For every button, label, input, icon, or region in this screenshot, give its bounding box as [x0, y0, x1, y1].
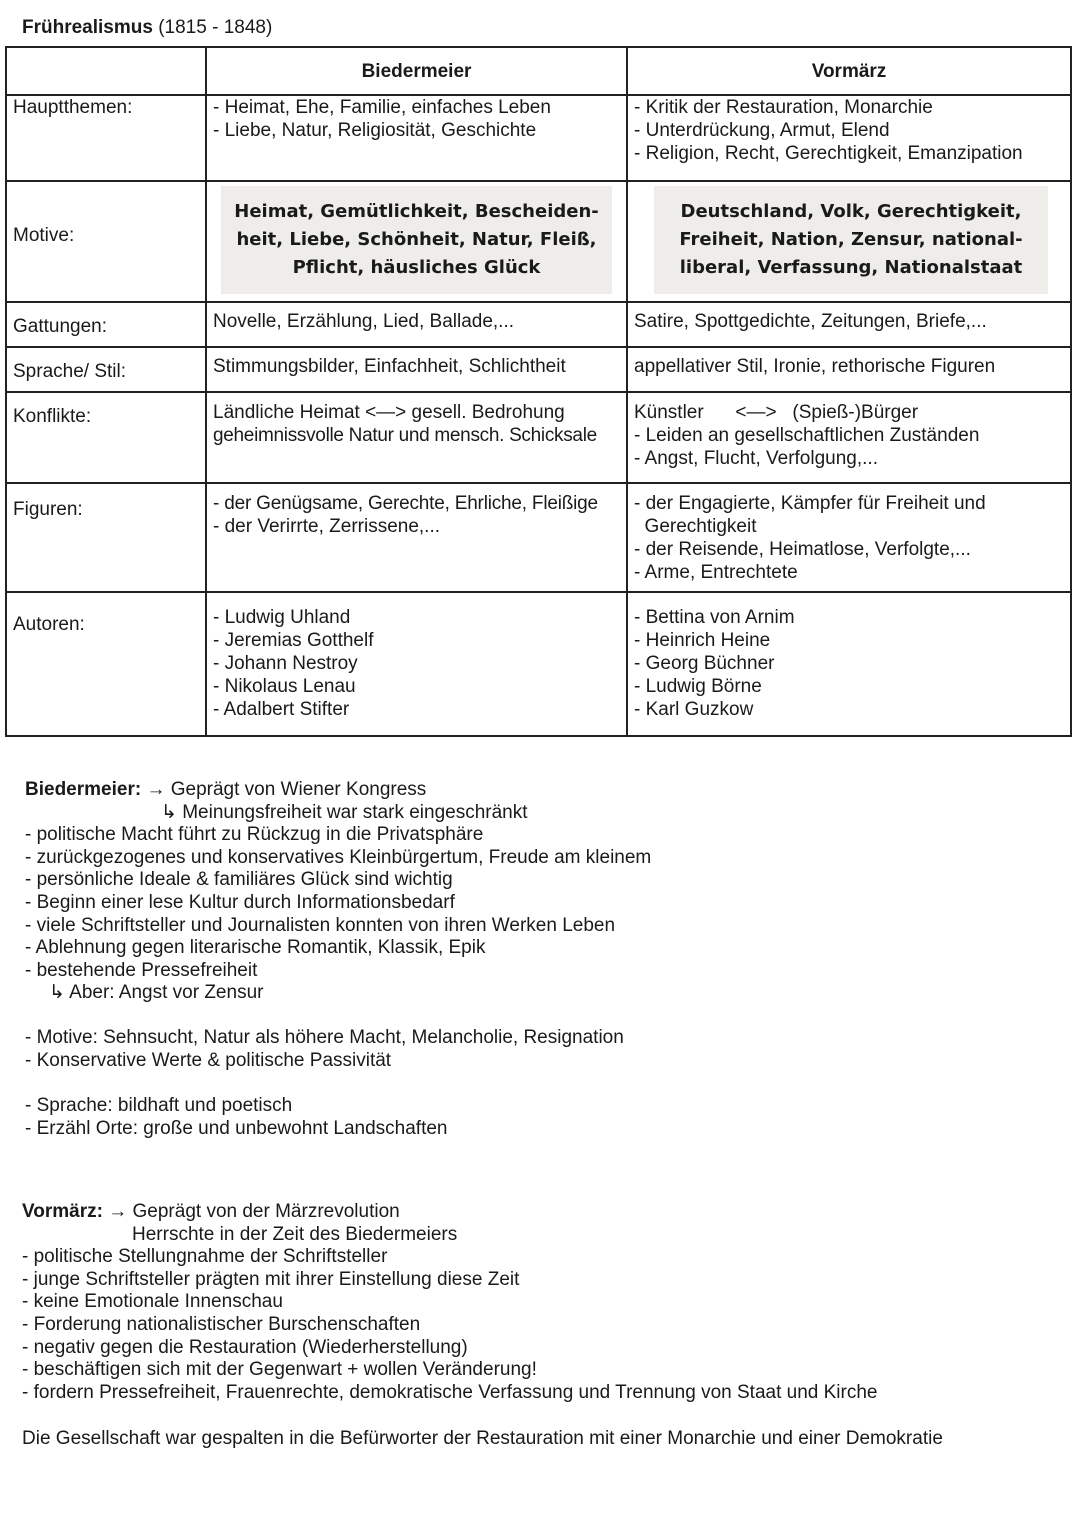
note-line: - Erzähl Orte: große und unbewohnt Landschaften [25, 1117, 448, 1139]
cell-line: - Jeremias Gotthelf [213, 630, 374, 651]
biedermeier-heading: Biedermeier: [25, 779, 142, 800]
cell-line: - Arme, Entrechtete [634, 562, 798, 583]
biedermeier-notes [25, 779, 651, 1005]
vormaerz-sub: Herrschte in der Zeit des Biedermeiers [132, 1223, 458, 1245]
note-line: - Motive: Sehnsucht, Natur als höhere Macht, Melancholie, Resignation [25, 1027, 624, 1048]
note-line: - negativ gegen die Restauration (Wiederherstellung) [22, 1336, 468, 1358]
cell-biedermeier [206, 302, 627, 347]
cell-line: appellativer Stil, Ironie, rethorische Figuren [634, 356, 996, 377]
note-line: - keine Emotionale Innenschau [22, 1291, 283, 1313]
vormaerz-heading: Vormärz: [22, 1201, 103, 1222]
conclusion: Die Gesellschaft war gespalten in die Befürworter der Restauration mit einer Monarchie und einer Demokratie [22, 1428, 943, 1449]
cell-line: - Leiden an gesellschaftlichen Zuständen [634, 425, 980, 446]
note-line: - politische Stellungnahme der Schriftsteller [22, 1246, 388, 1268]
cell-line: - Nikolaus Lenau [213, 676, 356, 697]
table-row [6, 483, 1071, 592]
note-line: - junge Schriftsteller prägten mit ihrer Einstellung diese Zeit [22, 1268, 520, 1290]
note-line: - fordern Pressefreiheit, Frauenrechte, demokratische Verfassung und Trennung von Staat und Kirche [22, 1381, 878, 1403]
row-label: Autoren: [6, 592, 206, 736]
note-line: - beschäftigen sich mit der Gegenwart + wollen Veränderung! [22, 1359, 537, 1381]
title-years: (1815 - 1848) [158, 17, 273, 38]
row-label: Hauptthemen: [6, 95, 206, 181]
vormaerz-notes [22, 1201, 877, 1404]
table-row [6, 592, 1071, 736]
row-label: Figuren: [6, 483, 206, 592]
cell-line: Freiheit, Nation, Zensur, national- [679, 229, 1023, 250]
cell-line: Heimat, Gemütlichkeit, Bescheiden- [234, 201, 599, 222]
note-line: - Konservative Werte & politische Passivität [25, 1049, 392, 1071]
cell-line: Künstler <—> (Spieß-)Bürger [634, 402, 919, 423]
cell-vormaerz [627, 347, 1071, 392]
cell-line: - der Reisende, Heimatlose, Verfolgte,... [634, 539, 971, 560]
biedermeier-head-text: → Geprägt von Wiener Kongress [141, 779, 427, 800]
note-line: - politische Macht führt zu Rückzug in die Privatsphäre [25, 824, 484, 846]
cell-vormaerz [627, 592, 1071, 736]
cell-biedermeier [206, 181, 627, 302]
note-line: - zurückgezogenes und konservatives Kleinbürgertum, Freude am kleinem [25, 846, 652, 868]
biedermeier-sub: ↳ Meinungsfreiheit war stark eingeschränkt [161, 801, 528, 823]
cell-vormaerz [627, 302, 1071, 347]
cell-line: Deutschland, Volk, Gerechtigkeit, [680, 201, 1022, 222]
cell-line: - Ludwig Uhland [213, 607, 351, 628]
cell-line: - Karl Guzkow [634, 699, 754, 720]
title-main: Frührealismus [22, 17, 153, 38]
cell-line: Ländliche Heimat <—> gesell. Bedrohung [213, 402, 565, 423]
page-title [22, 17, 272, 39]
cell-biedermeier [206, 392, 627, 483]
note-line: - persönliche Ideale & familiäres Glück sind wichtig [25, 869, 453, 891]
header-biedermeier: Biedermeier [206, 47, 627, 95]
note-line: - Sprache: bildhaft und poetisch [25, 1095, 293, 1116]
cell-line: - Heinrich Heine [634, 630, 771, 651]
cell-line: Gerechtigkeit [634, 516, 757, 537]
cell-line: - Religion, Recht, Gerechtigkeit, Emanzipation [634, 143, 1023, 164]
header-empty [6, 47, 206, 95]
table-row [6, 302, 1071, 347]
cell-line: - der Genügsame, Gerechte, Ehrliche, Fleißige [213, 493, 598, 514]
cell-line: - Bettina von Arnim [634, 607, 795, 628]
cell-line: Satire, Spottgedichte, Zeitungen, Briefe,... [634, 311, 987, 332]
cell-vormaerz [627, 95, 1071, 181]
row-label: Konflikte: [6, 392, 206, 483]
table-row [6, 392, 1071, 483]
cell-line: - Kritik der Restauration, Monarchie [634, 97, 933, 118]
cell-vormaerz [627, 392, 1071, 483]
cell-biedermeier [206, 483, 627, 592]
comparison-table [5, 46, 1072, 737]
cell-line: - Georg Büchner [634, 653, 775, 674]
cell-vormaerz [627, 181, 1071, 302]
biedermeier-motives [25, 1027, 624, 1072]
cell-biedermeier [206, 592, 627, 736]
cell-line: - Adalbert Stifter [213, 699, 350, 720]
cell-vormaerz [627, 483, 1071, 592]
table-row [6, 95, 1071, 181]
cell-line: Novelle, Erzählung, Lied, Ballade,... [213, 311, 515, 332]
row-label: Gattungen: [6, 302, 206, 347]
note-line: - bestehende Pressefreiheit [25, 959, 258, 981]
row-label: Sprache/ Stil: [6, 347, 206, 392]
note-line: - Forderung nationalistischer Burschenschaften [22, 1313, 421, 1335]
table-header-row [6, 47, 1071, 95]
note-line: - viele Schriftsteller und Journalisten konnten von ihren Werken Leben [25, 914, 616, 936]
vormaerz-head-text: → Geprägt von der Märzrevolution [102, 1201, 400, 1222]
cell-line: - Unterdrückung, Armut, Elend [634, 120, 890, 141]
motive-box [654, 186, 1048, 294]
cell-line: - Johann Nestroy [213, 653, 358, 674]
motive-box [221, 186, 612, 294]
cell-line: Stimmungsbilder, Einfachheit, Schlichtheit [213, 356, 566, 377]
cell-line: heit, Liebe, Schönheit, Natur, Fleiß, [236, 229, 597, 250]
cell-line: - Ludwig Börne [634, 676, 762, 697]
cell-line: - Angst, Flucht, Verfolgung,... [634, 448, 878, 469]
note-line: - Beginn einer lese Kultur durch Informationsbedarf [25, 891, 455, 913]
biedermeier-sub2: ↳ Aber: Angst vor Zensur [49, 982, 264, 1004]
cell-line: - der Engagierte, Kämpfer für Freiheit und [634, 493, 986, 514]
cell-line: - Liebe, Natur, Religiosität, Geschichte [213, 120, 537, 141]
cell-line: liberal, Verfassung, Nationalstaat [679, 257, 1023, 278]
cell-line: geheimnissvolle Natur und mensch. Schicksale [213, 425, 597, 446]
row-label: Motive: [6, 181, 206, 302]
biedermeier-language [25, 1095, 447, 1140]
cell-line: Pflicht, häusliches Glück [292, 257, 541, 278]
cell-line: - der Verirrte, Zerrissene,... [213, 516, 441, 537]
header-vormaerz: Vormärz [627, 47, 1071, 95]
cell-biedermeier [206, 95, 627, 181]
cell-line: - Heimat, Ehe, Familie, einfaches Leben [213, 97, 551, 118]
table-row [6, 347, 1071, 392]
cell-biedermeier [206, 347, 627, 392]
note-line: - Ablehnung gegen literarische Romantik, Klassik, Epik [25, 937, 486, 959]
table-row [6, 181, 1071, 302]
